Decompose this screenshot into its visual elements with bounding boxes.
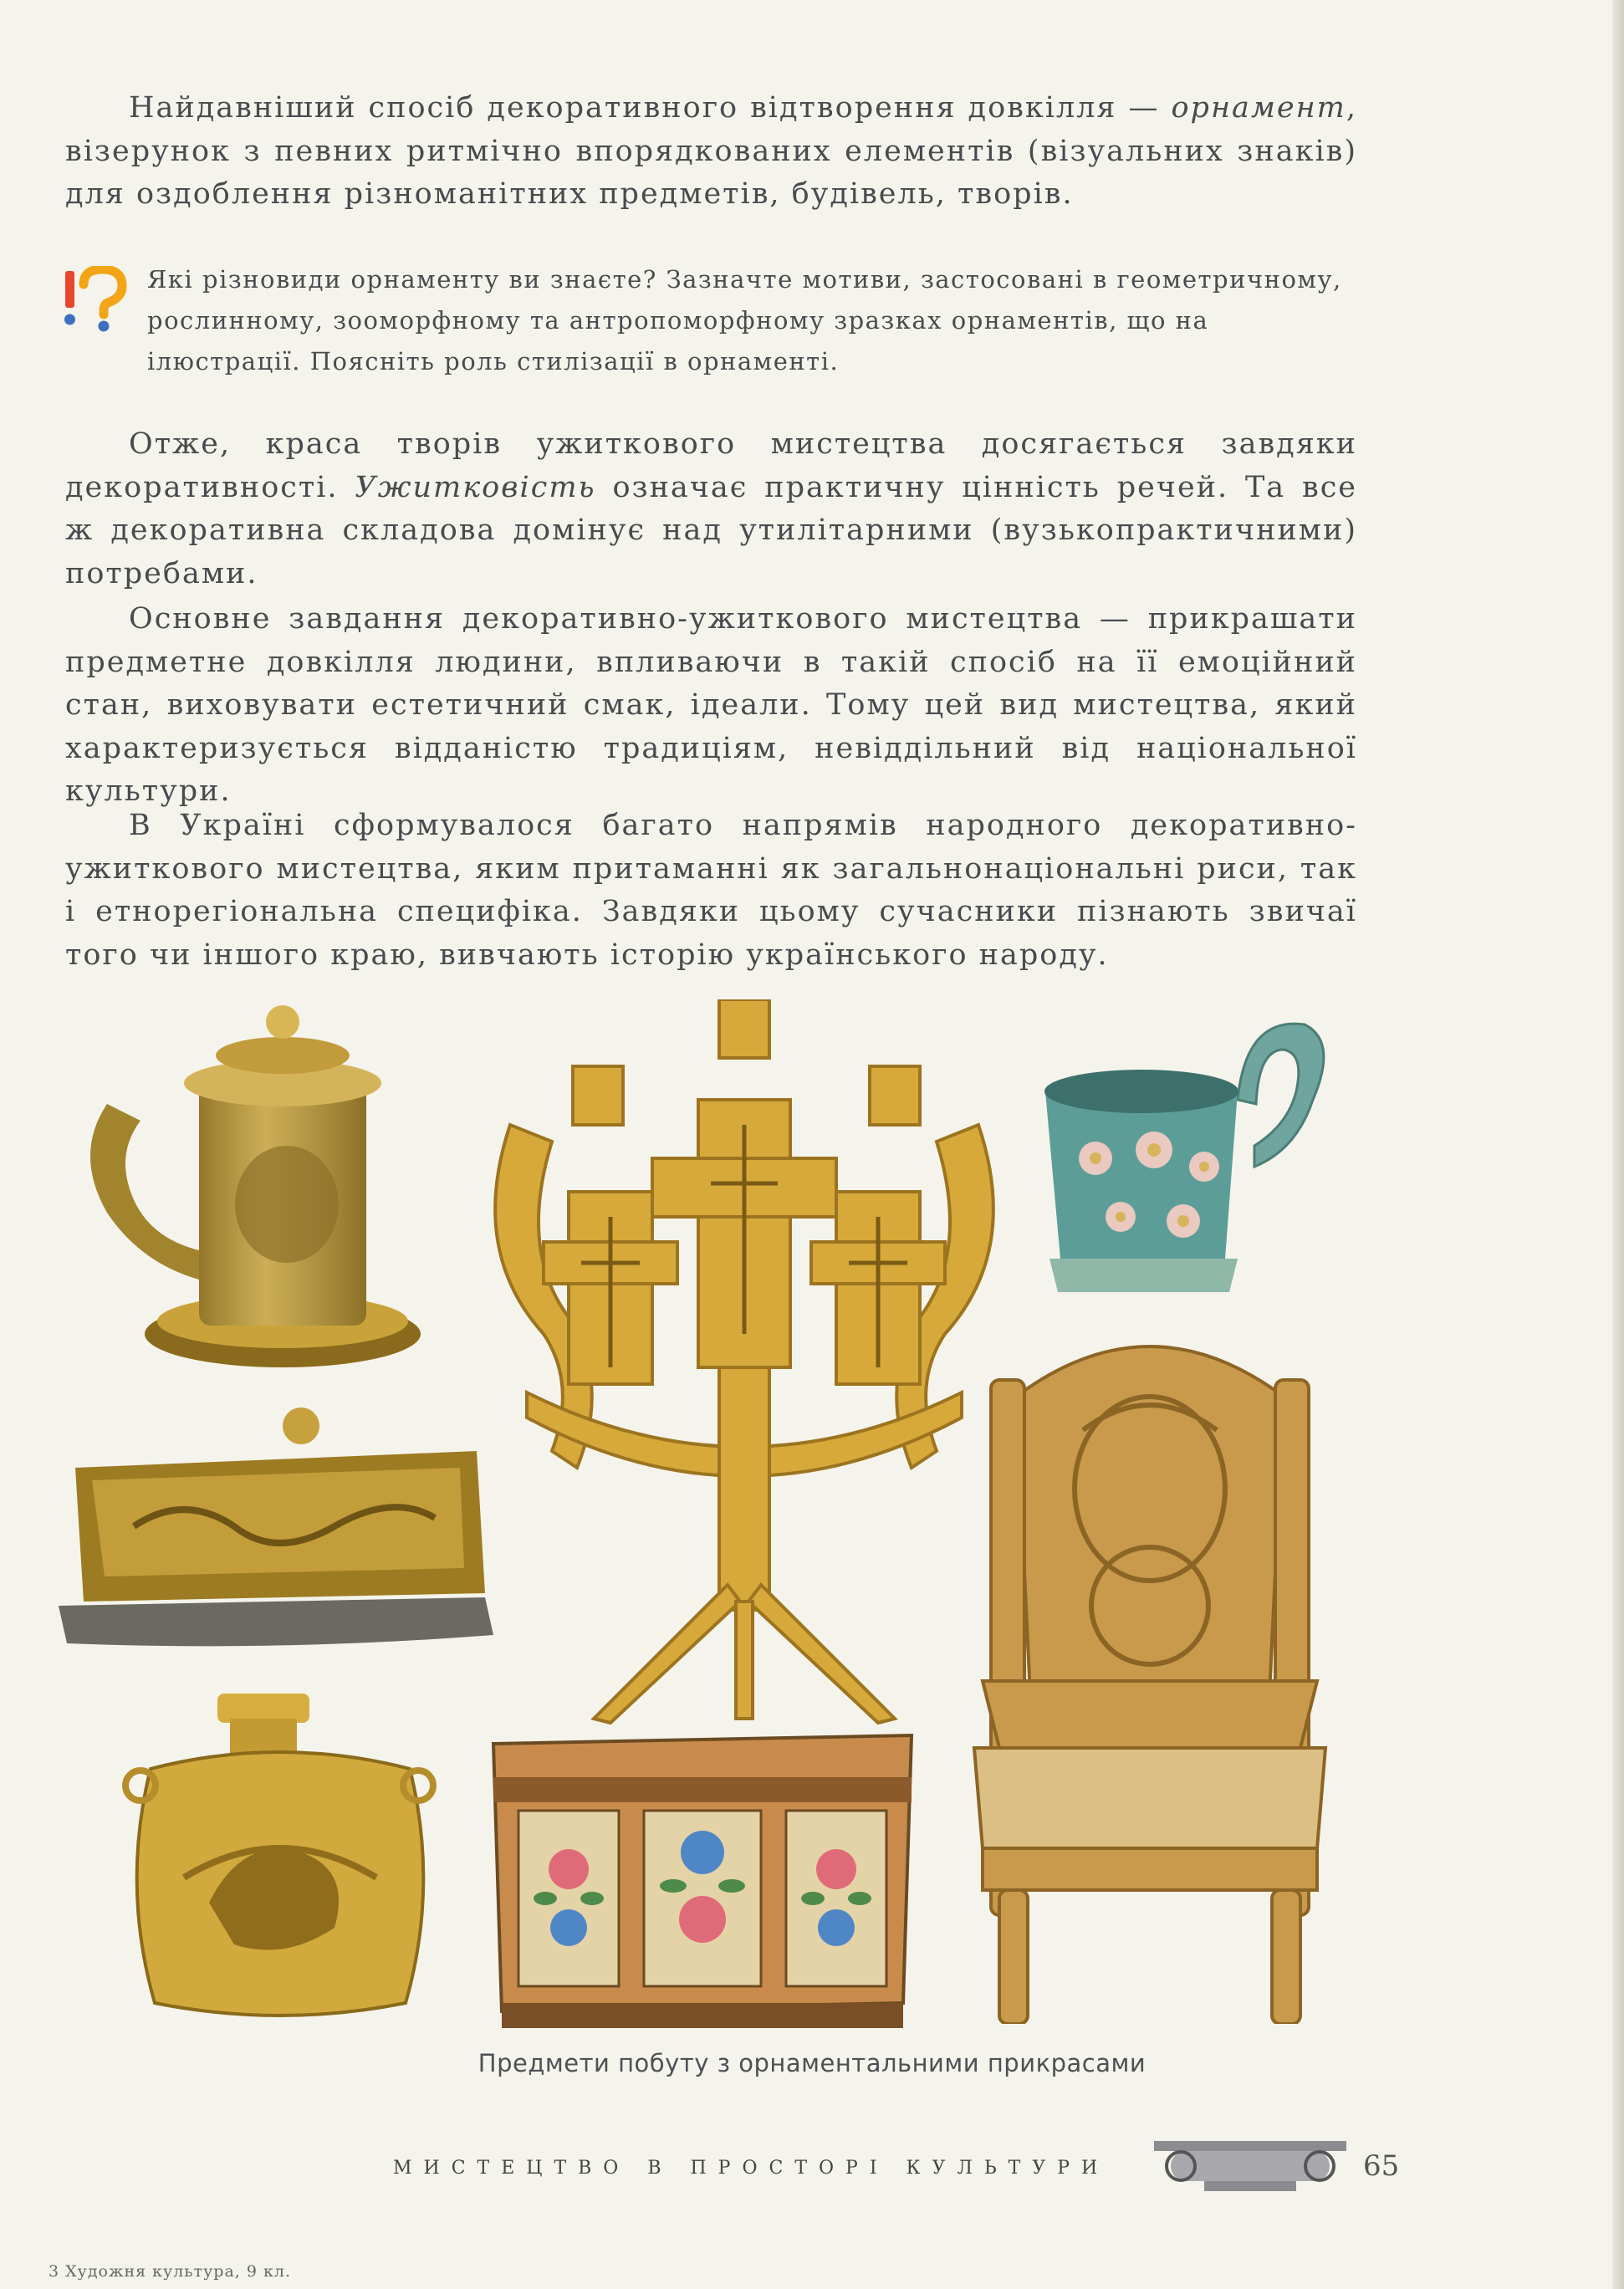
- question-block: [55, 259, 1376, 393]
- term-ornament: орнамент: [1171, 91, 1346, 125]
- tankard-illustration: [74, 1004, 442, 1380]
- page-edge: [1612, 0, 1624, 2289]
- exclamation-question-icon: [55, 266, 139, 341]
- illustration-caption: Предмети побуту з орнаментальними прикрасами: [477, 2049, 1147, 2077]
- paragraph-main-task: Основне завдання декоративно-ужиткового мистецтва — прикрашати предметне довкілля людини, впливаючи в такій спосіб на її емоційний стан, виховувати естетичний смак, ідеали. Тому цей вид мистецтва, який характеризується відданістю традиціям, невіддільний від національної культури.: [65, 602, 1357, 808]
- running-title: МИСТЕЦТВО В ПРОСТОРІ КУЛЬТУРИ: [393, 2158, 1110, 2179]
- candelabrum-illustration: [477, 999, 1012, 1727]
- flint-striker-pouch-illustration: [59, 1401, 493, 1652]
- tea-glass-holder-illustration: [1037, 1008, 1338, 1326]
- painted-chest-illustration: [485, 1727, 920, 2036]
- paragraph-utility: Отже, краса творів ужиткового мистецтва досягається завдяки декоративності. Ужитковість означає практичну цінність речей. Та все ж декоративна складова домінує над утилітарними (вузькопрактичними) потребами.: [65, 427, 1358, 590]
- paragraph-ornament-definition: Найдавніший спосіб декоративного відтворення довкілля — орнамент, візерунок з певних ритмічно впорядкованих елементів (візуальних знаків) для оздоблення різноманітних предметів, будівель, творів.: [65, 91, 1357, 211]
- page-number: 65: [1363, 2149, 1400, 2183]
- term-utility: Ужитковість: [355, 470, 596, 504]
- footnote: 3 Художня культура, 9 кл.: [49, 2262, 291, 2281]
- paragraph-ukraine: В Україні сформувалося багато напрямів народного декоративно-ужиткового мистецтва, яким притаманні як загальнонаціональні риси, так і етнорегіональна специфіка. Завдяки цьому сучасники пізнають звичаї того чи іншого краю, вивчають історію українського народу.: [65, 809, 1357, 972]
- question-text: Які різновиди орнаменту ви знаєте? Зазначте мотиви, застосовані в геометричному, рослинному, зооморфному та антропоморфному зразках орнаментів, що на ілюстрації. Поясніть роль стилізації в орнаменті.: [147, 265, 1342, 376]
- armchair-illustration: [966, 1330, 1334, 2024]
- column-capital-ornament: [1154, 2141, 1346, 2191]
- powder-flask-illustration: [117, 1694, 443, 2028]
